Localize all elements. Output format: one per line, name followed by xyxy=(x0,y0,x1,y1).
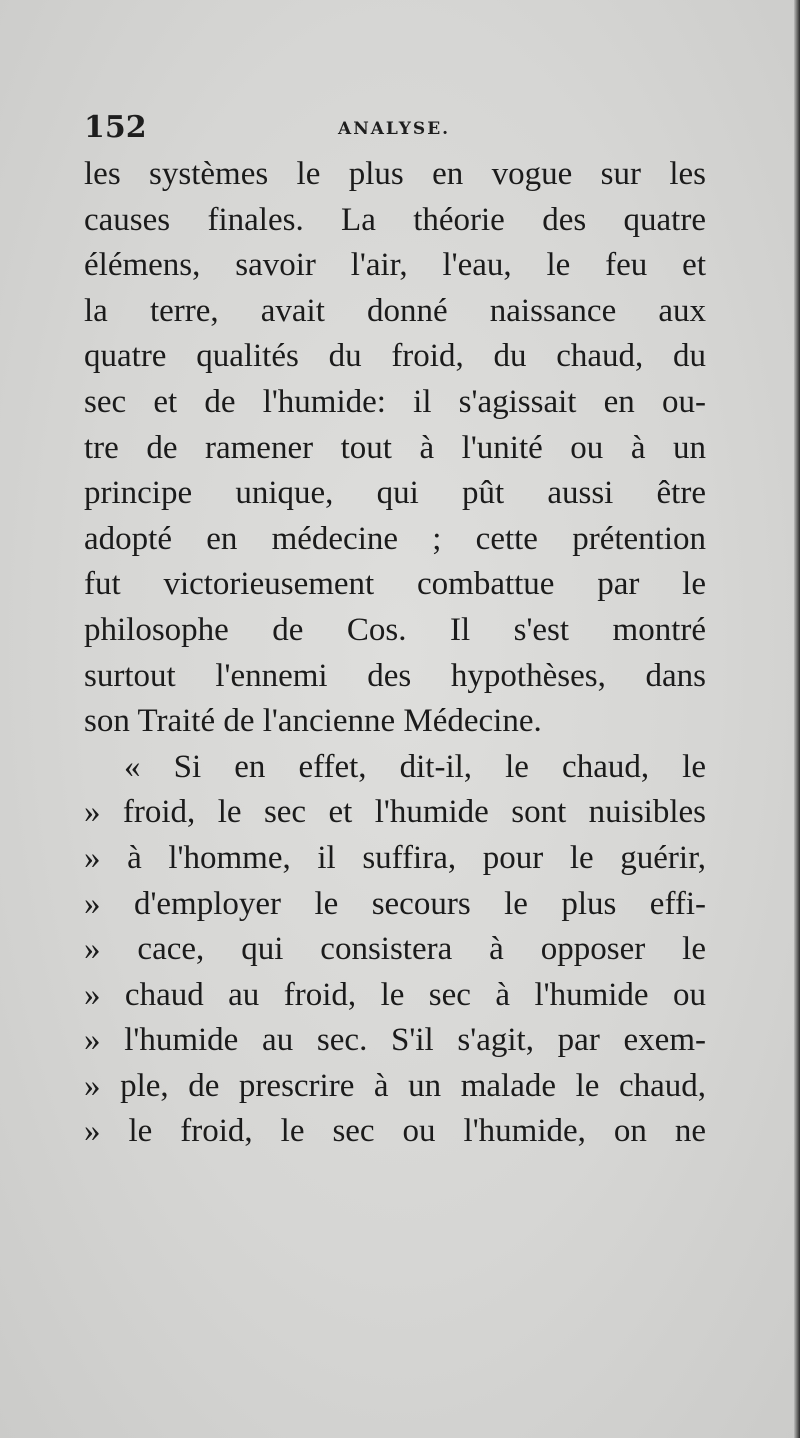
text-line: adopté en médecine ; cette prétention xyxy=(84,520,706,557)
text-line: élémens, savoir l'air, l'eau, le feu et xyxy=(84,247,706,284)
text-line: surtout l'ennemi des hypothèses, dans xyxy=(84,657,706,694)
quote-line: » froid, le sec et l'humide sont nuisibles xyxy=(84,794,706,831)
body-text xyxy=(84,152,706,1155)
text-line: causes finales. La théorie des quatre xyxy=(84,201,706,238)
text-line: la terre, avait donné naissance aux xyxy=(84,292,706,329)
text-line: philosophe de Cos. Il s'est montré xyxy=(84,611,706,648)
text-line: principe unique, qui pût aussi être xyxy=(84,475,706,512)
quote-line: » chaud au froid, le sec à l'humide ou xyxy=(84,976,706,1013)
quote-line: » à l'homme, il suffira, pour le guérir, xyxy=(84,839,706,876)
quote-line: » ple, de prescrire à un malade le chaud, xyxy=(84,1067,706,1104)
text-line: quatre qualités du froid, du chaud, du xyxy=(84,338,706,375)
text-line: les systèmes le plus en vogue sur les xyxy=(84,156,706,192)
quote-line: » le froid, le sec ou l'humide, on ne xyxy=(84,1113,706,1150)
paragraph-end-line: son Traité de l'ancienne Médecine. xyxy=(84,703,542,740)
running-head: ANALYSE. xyxy=(338,119,451,139)
text-line: fut victorieusement combattue par le xyxy=(84,566,706,603)
page-header xyxy=(84,108,714,148)
quote-line: » l'humide au sec. S'il s'agit, par exem- xyxy=(84,1022,706,1059)
text-line: tre de ramener tout à l'unité ou à un xyxy=(84,429,706,466)
page-edge-shadow xyxy=(794,0,800,1438)
text-line: sec et de l'humide: il s'agissait en ou- xyxy=(84,383,706,420)
page-number: 152 xyxy=(84,110,147,145)
quote-start-line: « Si en effet, dit-il, le chaud, le xyxy=(124,748,706,785)
quote-line: » cace, qui consistera à opposer le xyxy=(84,931,706,968)
quote-line: » d'employer le secours le plus effi- xyxy=(84,885,706,922)
